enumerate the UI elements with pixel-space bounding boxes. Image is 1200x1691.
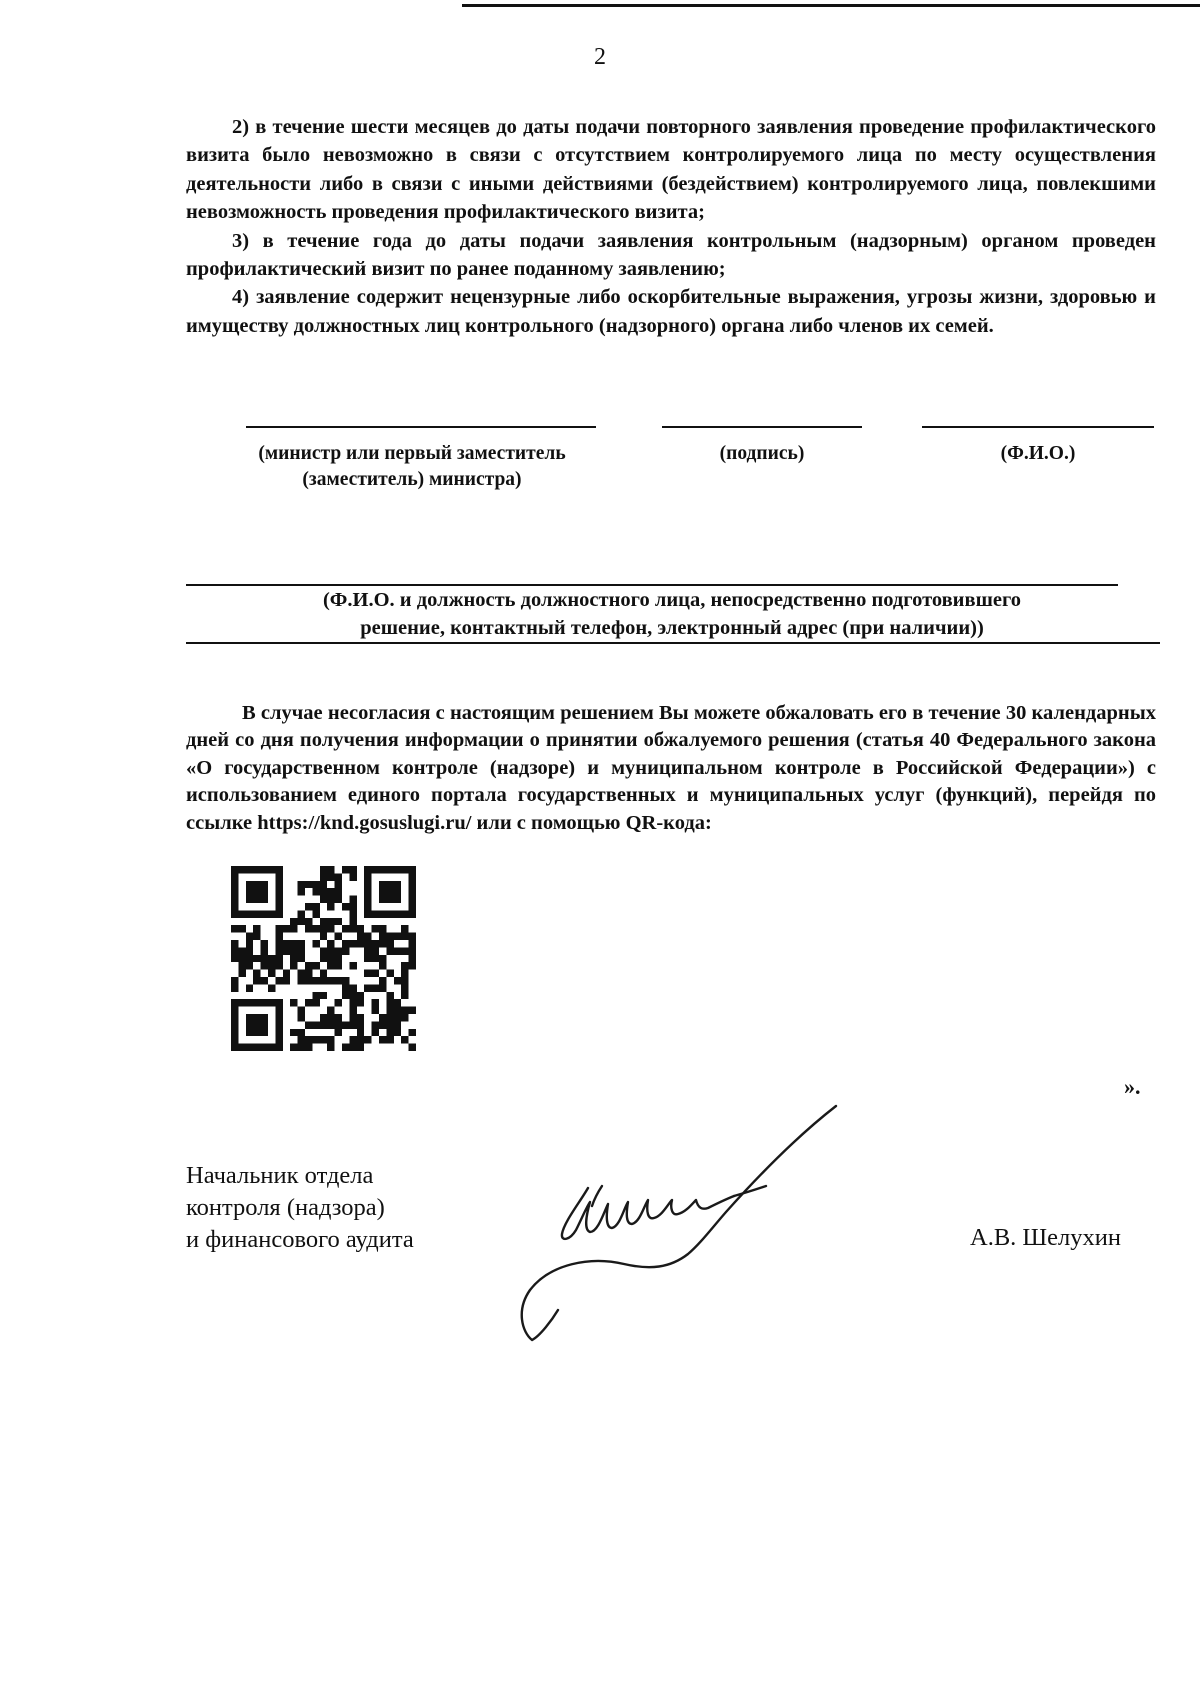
conditions-list [186, 113, 1156, 340]
signature-caption: (подпись) [719, 443, 805, 464]
page-number: 2 [594, 44, 606, 70]
position-signature-line [246, 426, 596, 428]
name-signature-line [922, 426, 1154, 428]
signer-title: Начальник отдела контроля (надзора) и финансового аудита [186, 1162, 414, 1253]
top-rule [462, 4, 1200, 7]
qr-code-icon[interactable] [231, 866, 416, 1051]
list-item: 2) в течение шести месяцев до даты подачи повторного заявления проведение профилактического визита было невозможно в связи с отсутствием контролируемого лица по месту осуществления деятельности либо в связи с иными действиями (бездействием) контролируемого лица, повлекшими невозможность проведения профилактического визита; [186, 116, 1156, 224]
position-caption: (министр или первый заместитель (заместитель) министра) [258, 443, 566, 490]
list-item: 4) заявление содержит нецензурные либо оскорбительные выражения, угрозы жизни, здоровью и имуществу должностных лиц контрольного (надзорного) органа либо членов их семей. [186, 286, 1156, 337]
list-item: 3) в течение года до даты подачи заявления контрольным (надзорным) органом проведен профилактический визит по ранее поданному заявлению; [186, 229, 1156, 281]
name-caption: (Ф.И.О.) [1000, 443, 1076, 464]
appeal-paragraph: В случае несогласия с настоящим решением Вы можете обжаловать его в течение 30 календарных дней со дня получения информации о принятии обжалуемого решения (статья 40 Федерального закона «О государственном контроле (надзоре) и муниципальном контроле в Российской Федерации») с использованием единого портала государственных и муниципальных услуг (функций), перейдя по ссылке https://knd.gosuslugi.ru/ или с помощью QR-кода: [186, 702, 1156, 834]
closing-quote: ». [1124, 1074, 1141, 1099]
official-line-bottom [186, 642, 1160, 644]
handwritten-signature [520, 1104, 920, 1344]
signature-line [662, 426, 862, 428]
signer-name: А.В. Шелухин [970, 1224, 1121, 1251]
official-caption: (Ф.И.О. и должность должностного лица, непосредственно подготовившего решение, контактный телефон, электронный адрес (при наличии)) [322, 589, 1022, 639]
